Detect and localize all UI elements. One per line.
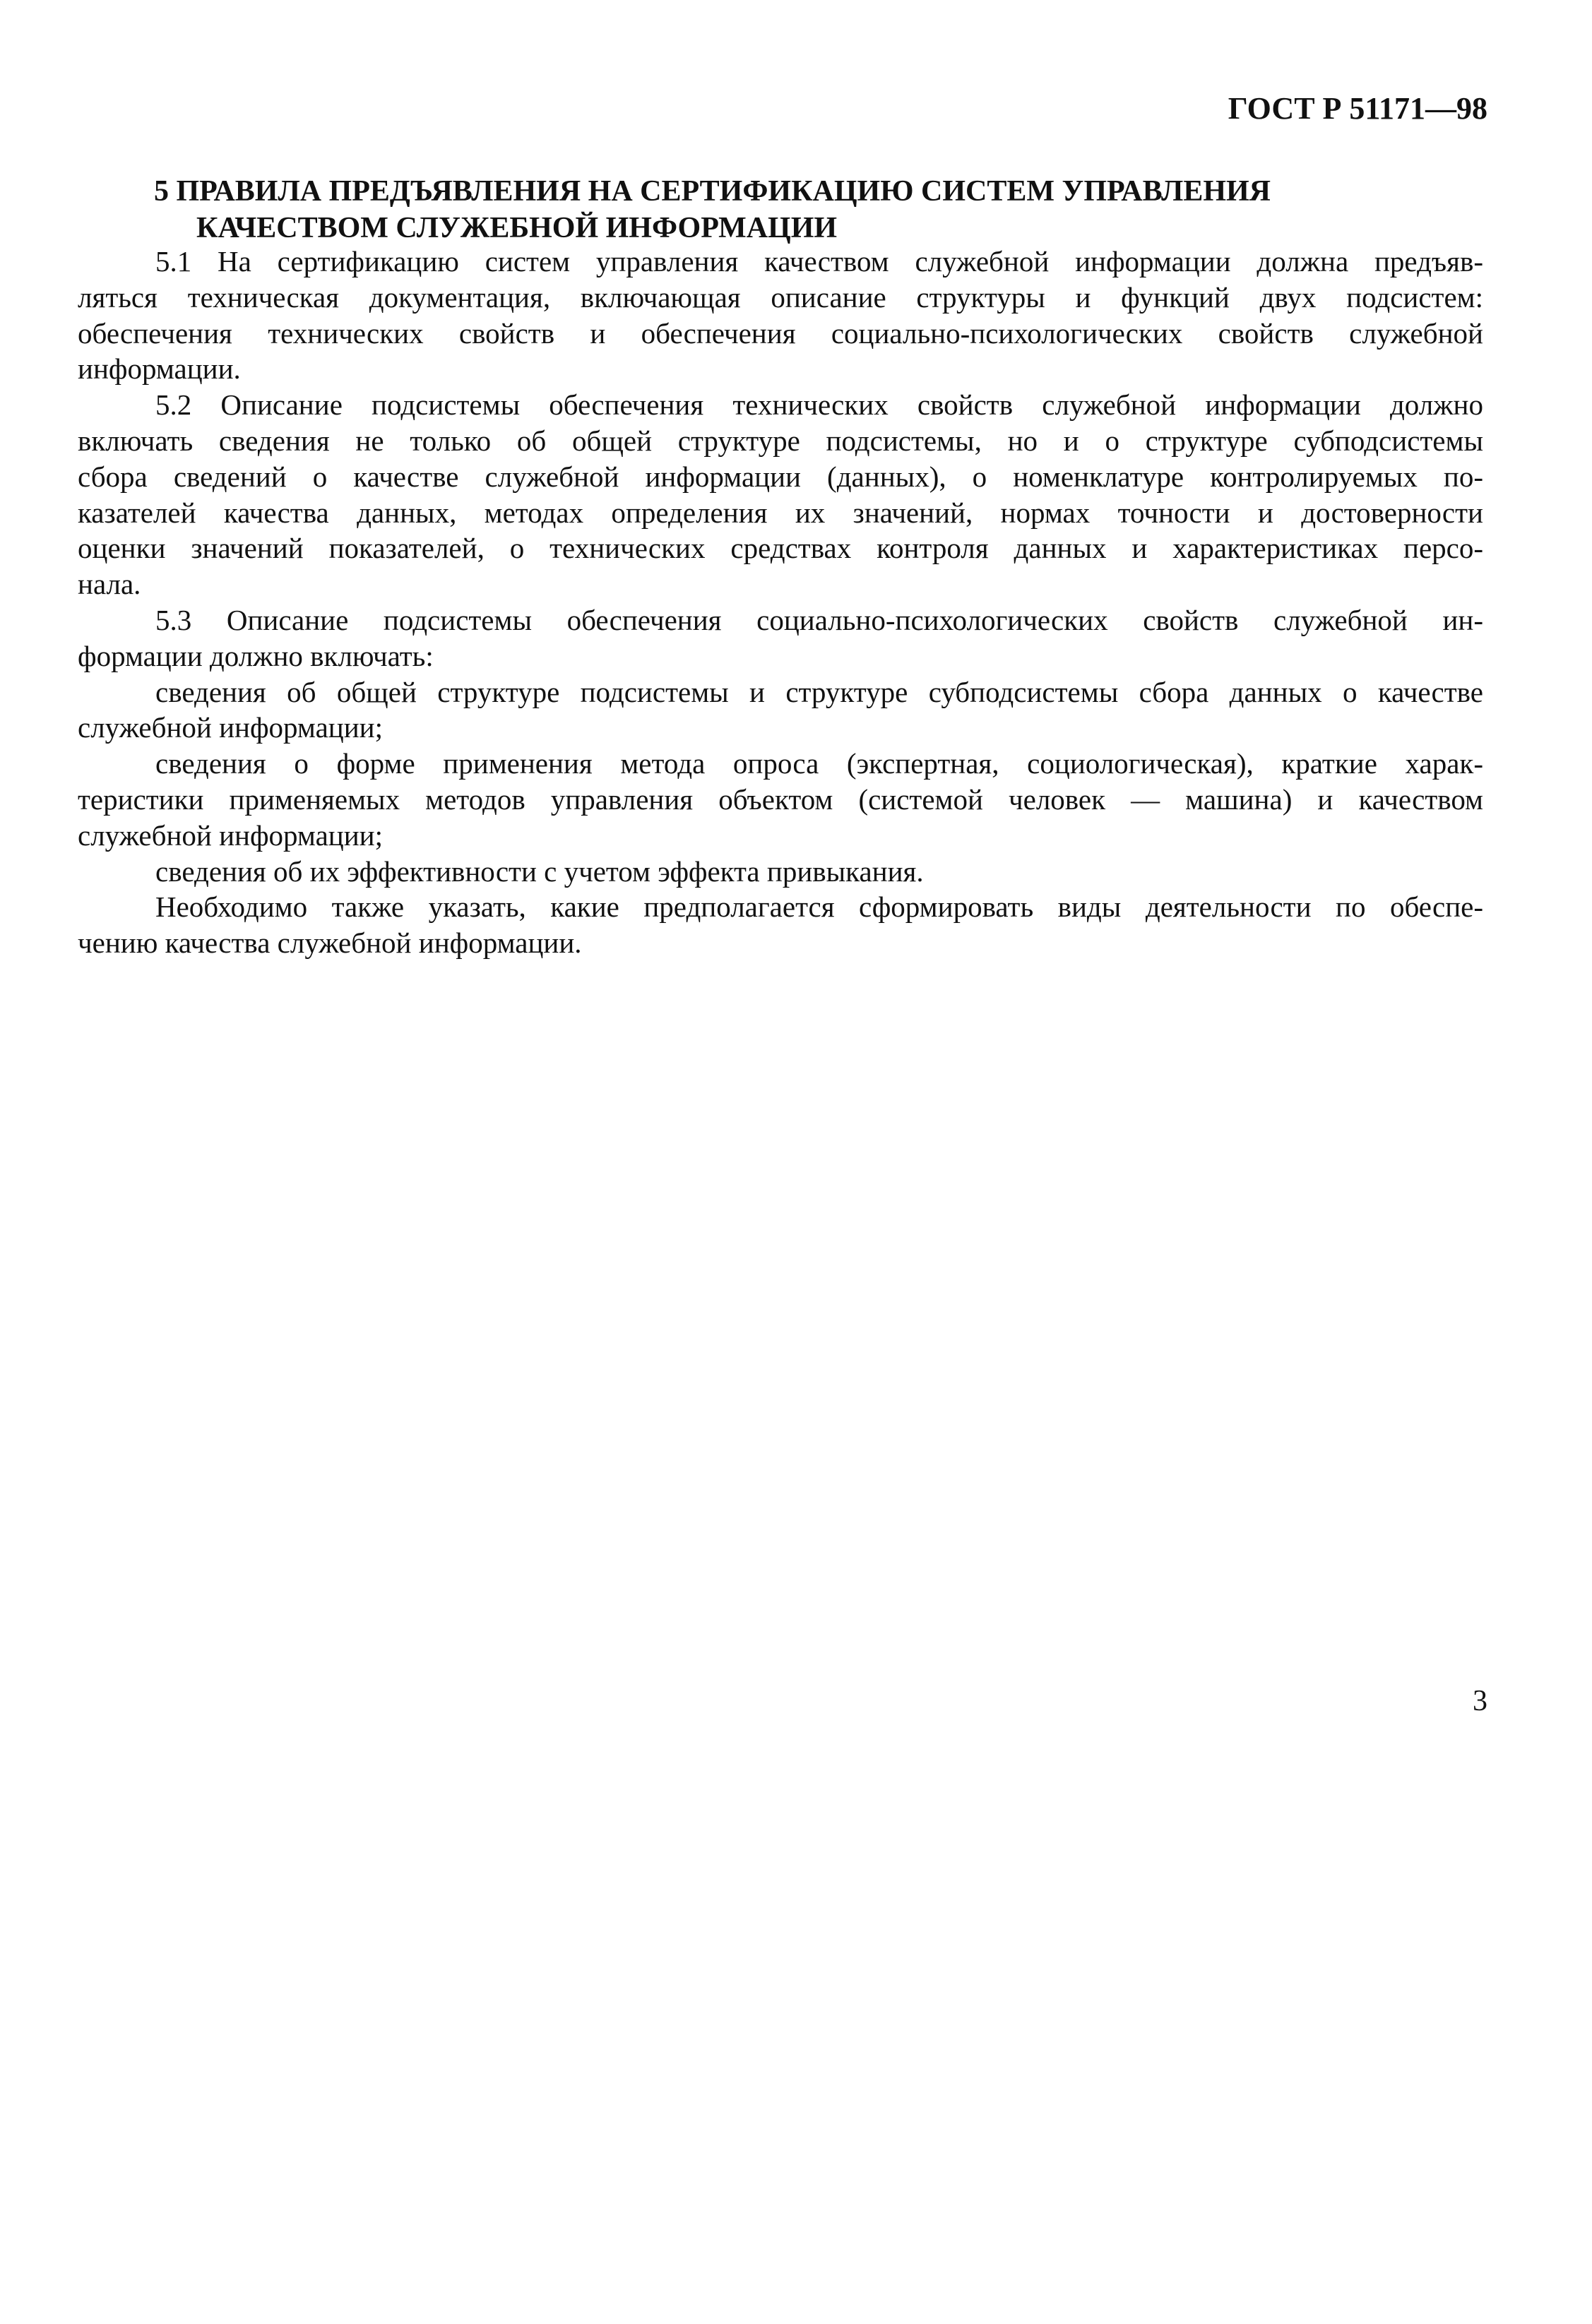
paragraph-line: обеспечения технических свойств и обеспечения социально-психологических свойств служебной xyxy=(78,316,1483,350)
paragraph-line: чению качества служебной информации. xyxy=(78,926,582,960)
paragraph xyxy=(78,674,1483,746)
paragraph-line: сбора сведений о качестве служебной информации (данных), о номенклатуре контролируемых по- xyxy=(78,460,1483,493)
page-number: 3 xyxy=(1473,1685,1487,1717)
paragraph-line: ляться техническая документация, включающая описание структуры и функций двух подсистем: xyxy=(78,280,1483,314)
paragraph-line: оценки значений показателей, о технических средствах контроля данных и характеристиках персо- xyxy=(78,532,1483,565)
paragraph xyxy=(78,244,1483,387)
paragraph-line: Необходимо также указать, какие предполагается сформировать виды деятельности по обеспе- xyxy=(155,890,1483,924)
paragraph-line: 5.3 Описание подсистемы обеспечения социально-психологических свойств служебной ин- xyxy=(155,603,1483,636)
paragraph-line: формации должно включать: xyxy=(78,639,434,672)
paragraph-line: теристики применяемых методов управления объектом (системой человек — машина) и качеством xyxy=(78,782,1483,816)
paragraph xyxy=(78,387,1483,602)
paragraph xyxy=(78,889,1483,961)
paragraph xyxy=(78,602,1483,674)
section-title-line: КАЧЕСТВОМ СЛУЖЕБНОЙ ИНФОРМАЦИИ xyxy=(196,212,838,244)
paragraph-line: казателей качества данных, методах определения их значений, нормах точности и достоверности xyxy=(78,496,1483,529)
paragraph-line: сведения о форме применения метода опроса (экспертная, социологическая), краткие харак- xyxy=(155,747,1483,780)
paragraph-line: нала. xyxy=(78,568,141,601)
paragraph-line: информации. xyxy=(78,352,241,386)
document-code-header: ГОСТ Р 51171—98 xyxy=(1228,91,1487,126)
paragraph-line: 5.2 Описание подсистемы обеспечения технических свойств служебной информации должно xyxy=(155,388,1483,422)
paragraph xyxy=(78,746,1483,853)
section-body xyxy=(78,244,1483,961)
paragraph-line: включать сведения не только об общей структуре подсистемы, но и о структуре субподсистемы xyxy=(78,424,1483,457)
paragraph-line: служебной информации; xyxy=(78,711,384,744)
section-title xyxy=(154,173,1454,246)
paragraph-line: 5.1 На сертификацию систем управления качеством служебной информации должна предъяв- xyxy=(155,245,1483,278)
paragraph-line: сведения об их эффективности с учетом эффекта привыкания. xyxy=(155,854,924,888)
paragraph-line: служебной информации; xyxy=(78,818,384,852)
paragraph-line: сведения об общей структуре подсистемы и структуре субподсистемы сбора данных о качестве xyxy=(155,675,1483,708)
section-title-line: 5 ПРАВИЛА ПРЕДЪЯВЛЕНИЯ НА СЕРТИФИКАЦИЮ СИСТЕМ УПРАВЛЕНИЯ xyxy=(154,175,1271,208)
paragraph xyxy=(78,854,1483,890)
